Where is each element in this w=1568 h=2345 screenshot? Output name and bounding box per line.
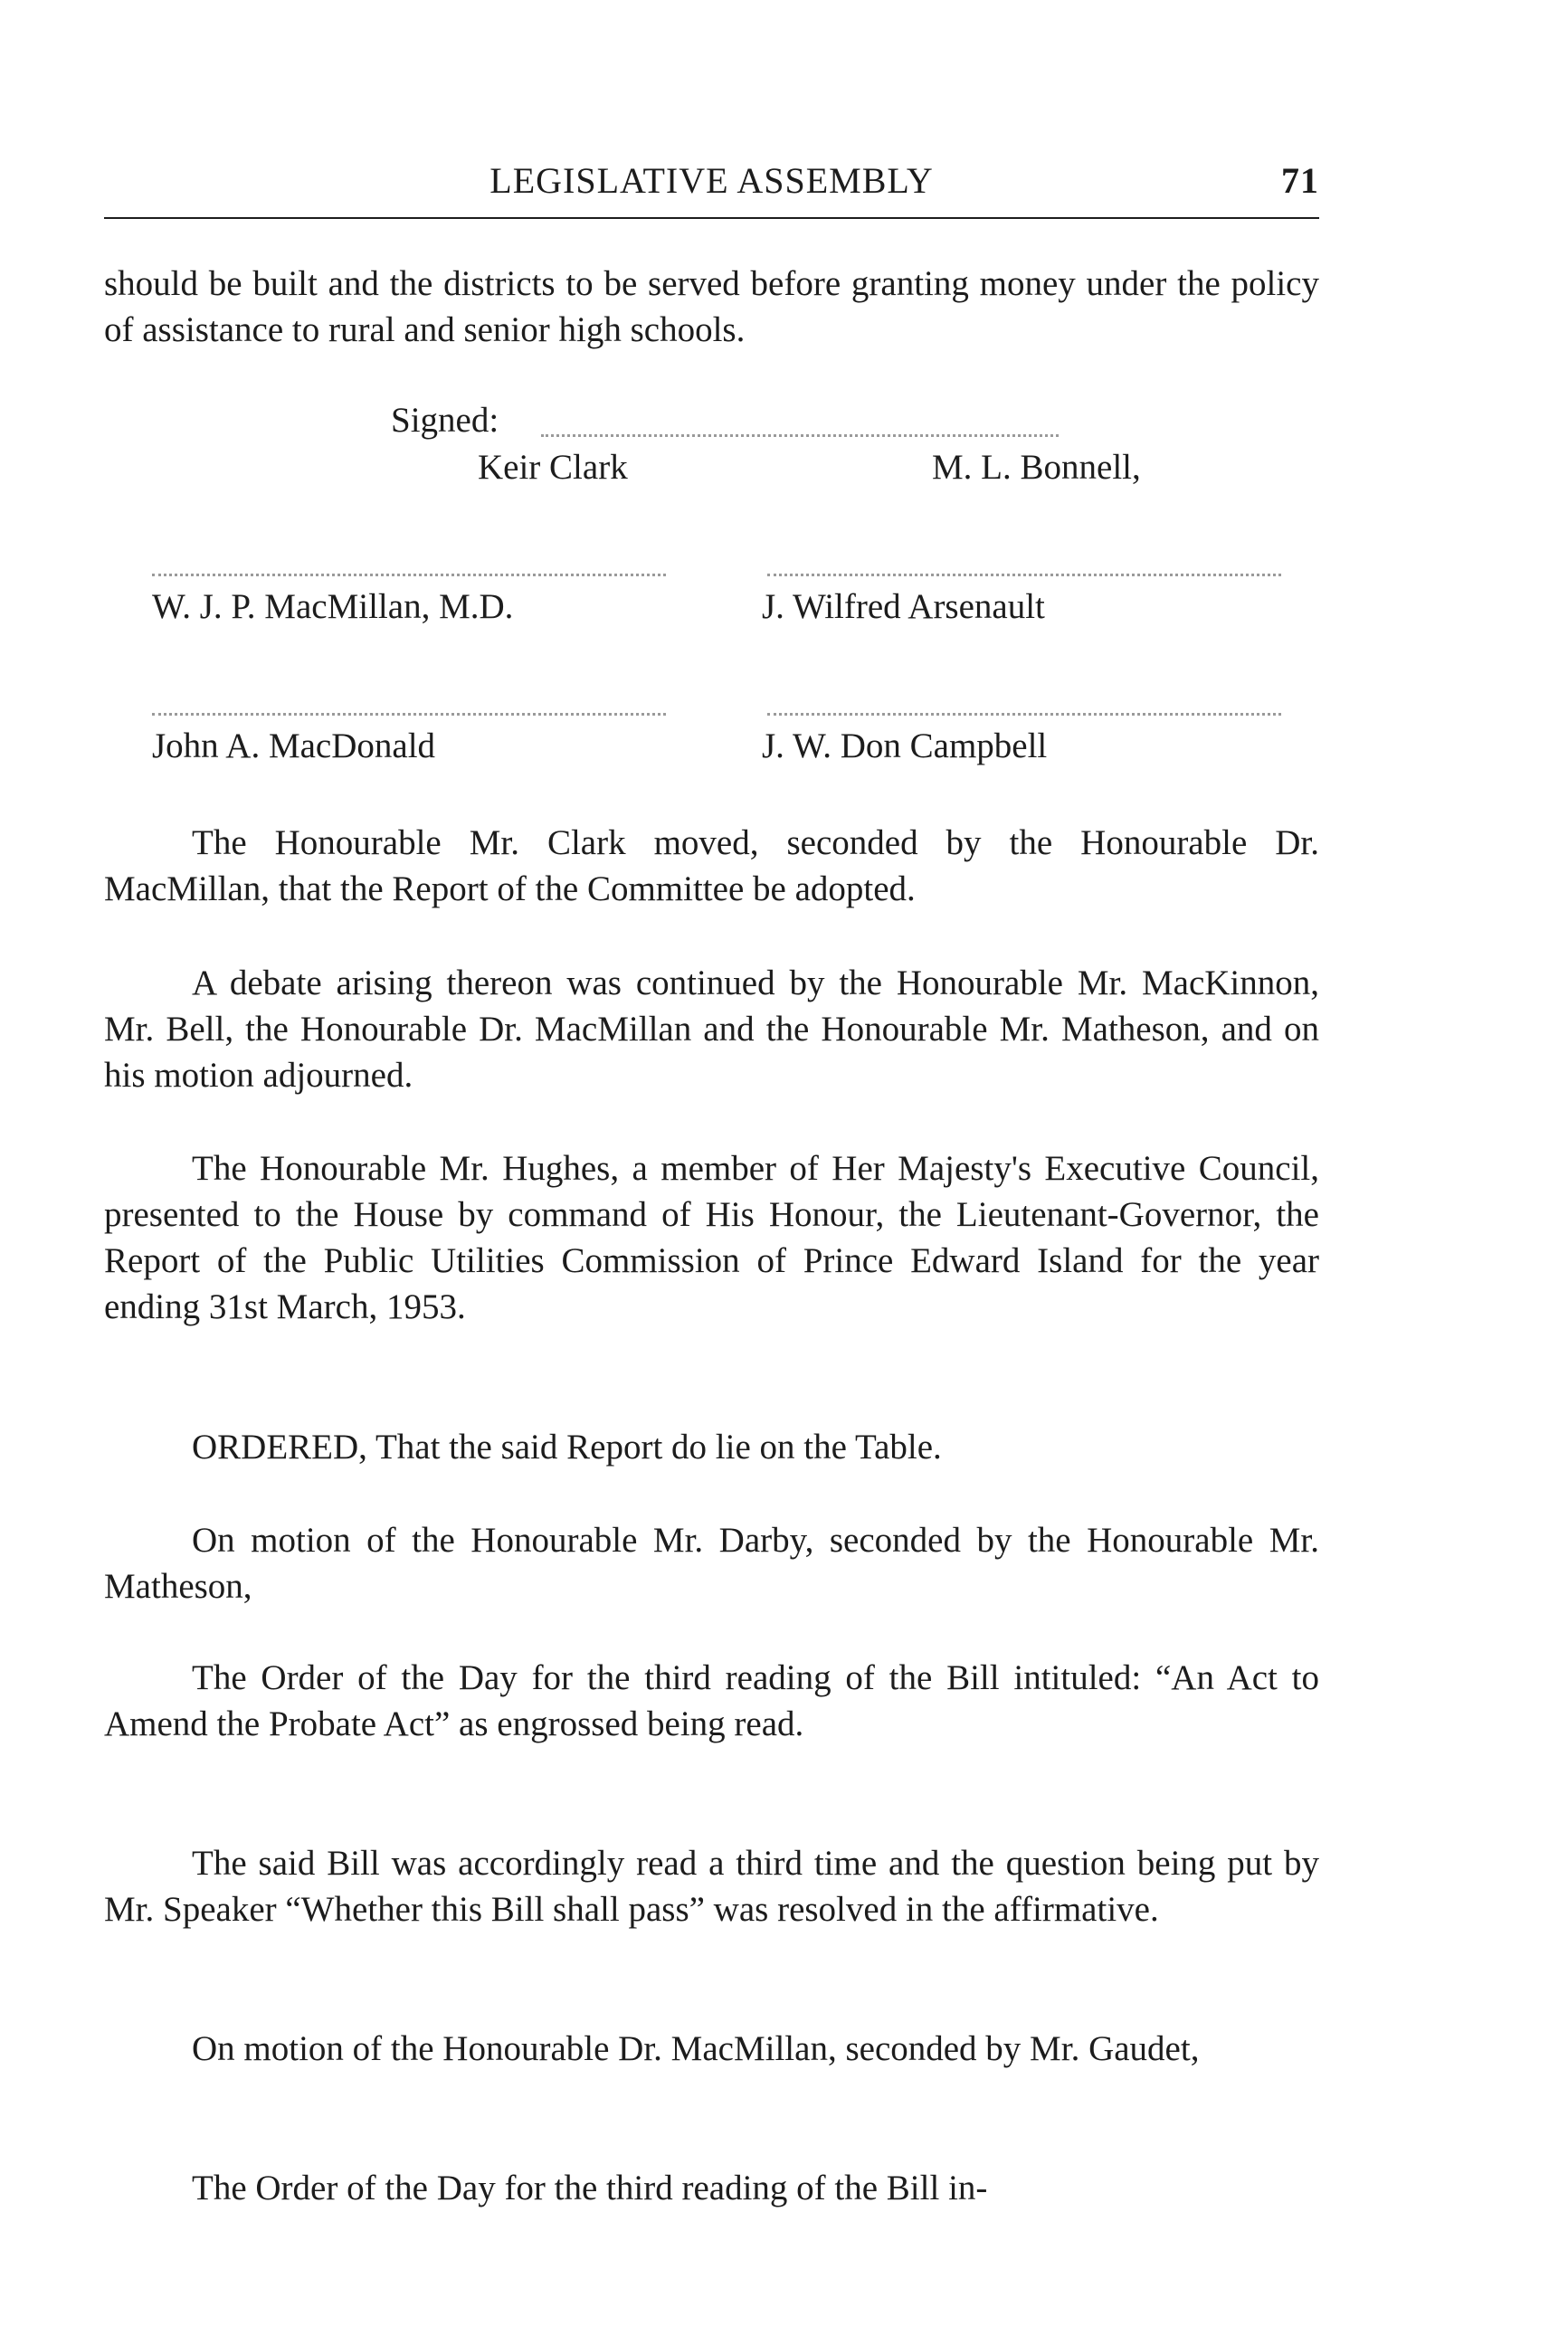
paragraph-continuation <box>104 261 1319 353</box>
paragraph-text: The Honourable Mr. Clark moved, seconded by the Honourable Dr. MacMillan, that the Report of the Committee be adopted. <box>104 823 1319 908</box>
signatory-name: John A. MacDonald <box>152 726 436 765</box>
paragraph-text: A debate arising thereon was continued by the Honourable Mr. MacKinnon, Mr. Bell, the Honourable Dr. MacMillan and the Honourable Mr. Matheson, and on his motion adjourned. <box>104 964 1319 1095</box>
paragraph-text: The Honourable Mr. Hughes, a member of Her Majesty's Executive Council, presented to the House by command of His Honour, the Lieutenant-Governor, the Report of the Public Utilities Commission of Prince Edward Island for the year ending 31st March, 1953. <box>104 1149 1319 1326</box>
paragraph <box>104 1517 1319 1609</box>
signature-line <box>767 713 1281 716</box>
signatory-name: J. W. Don Campbell <box>762 726 1048 765</box>
signature-line <box>767 574 1281 576</box>
paragraph <box>104 1424 1319 1470</box>
header-rule <box>104 217 1319 219</box>
page-number: 71 <box>1281 160 1319 201</box>
paragraph-text: On motion of the Honourable Mr. Darby, seconded by the Honourable Mr. Matheson, <box>104 1521 1319 1606</box>
signatory-name: M. L. Bonnell, <box>932 448 1141 487</box>
signature-line <box>541 434 1059 437</box>
paragraph-text: On motion of the Honourable Dr. MacMillan, seconded by Mr. Gaudet, <box>192 2029 1200 2068</box>
signed-label: Signed: <box>391 401 499 440</box>
signature-line <box>152 713 666 716</box>
signatory-name: J. Wilfred Arsenault <box>762 587 1045 626</box>
paragraph-text: The Order of the Day for the third reading of the Bill in- <box>192 2169 988 2207</box>
paragraph <box>104 960 1319 1098</box>
paragraph-text: The said Bill was accordingly read a third time and the question being put by Mr. Speaker “Whether this Bill shall pass” was resolved in the affirmative. <box>104 1844 1319 1929</box>
paragraph <box>104 1145 1319 1330</box>
paragraph <box>104 2026 1319 2072</box>
header-title: LEGISLATIVE ASSEMBLY <box>489 160 934 201</box>
signatory-name: Keir Clark <box>478 448 628 487</box>
paragraph <box>104 1655 1319 1747</box>
signature-line <box>152 574 666 576</box>
signatory-name: W. J. P. MacMillan, M.D. <box>152 587 514 626</box>
paragraph-text: ORDERED, That the said Report do lie on the Table. <box>192 1428 942 1467</box>
paragraph-text: The Order of the Day for the third reading of the Bill intituled: “An Act to Amend the Probate Act” as engrossed being read. <box>104 1658 1319 1743</box>
paragraph <box>104 2165 1319 2211</box>
paragraph <box>104 1840 1319 1932</box>
paragraph <box>104 820 1319 912</box>
paragraph-text: should be built and the districts to be served before granting money under the policy of assistance to rural and senior high schools. <box>104 264 1319 349</box>
running-header <box>104 156 1319 210</box>
